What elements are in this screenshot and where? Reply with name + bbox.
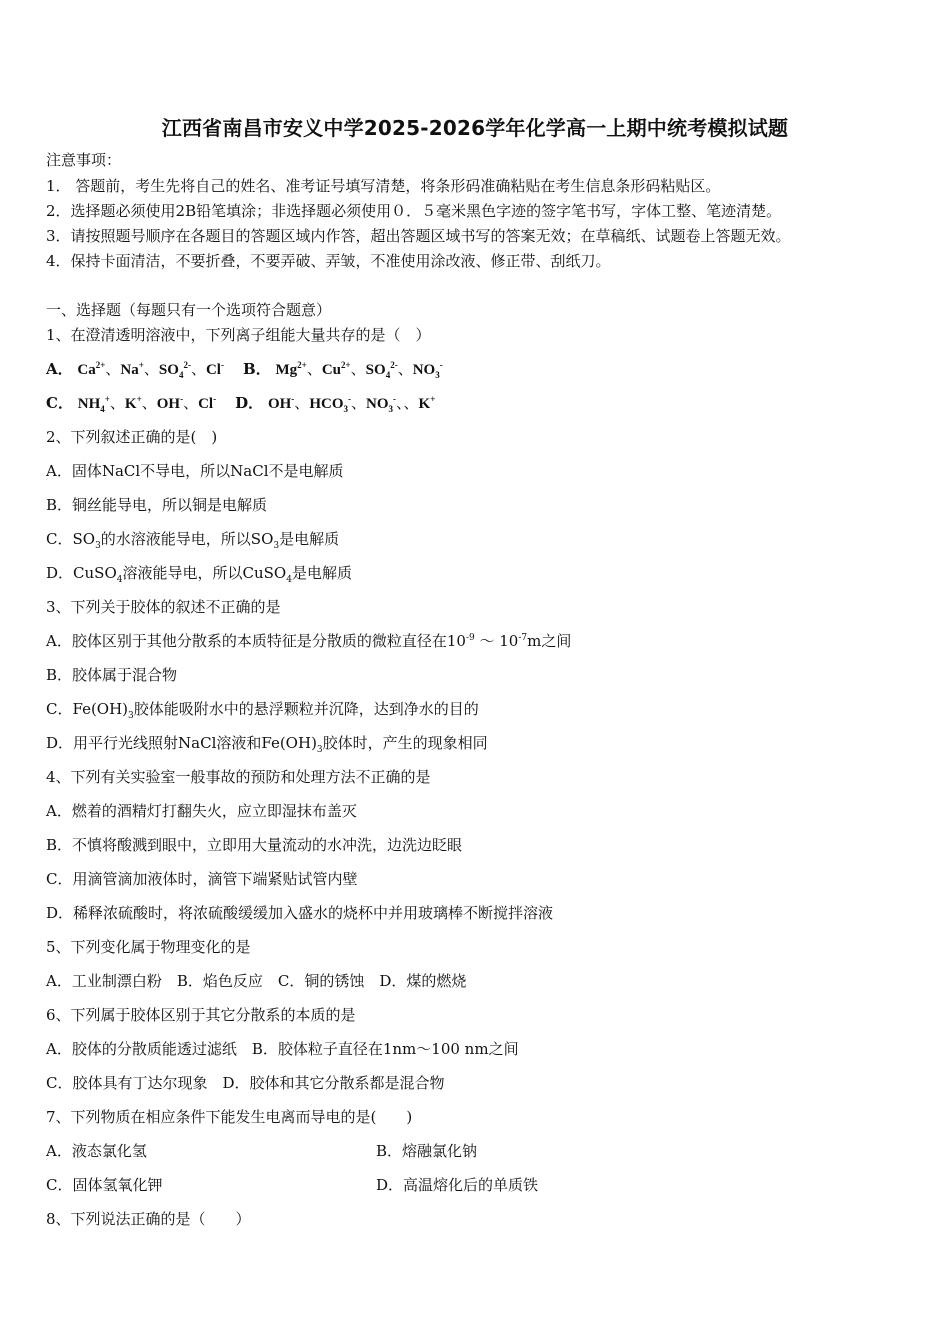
notice-item-1: 1． 答题前，考生先将自己的姓名、准考证号填写清楚，将条形码准确粘贴在考生信息条形码粘贴区。 <box>46 177 721 195</box>
ion: $NO_3^-$ <box>412 360 443 380</box>
option-label: B． <box>243 360 271 378</box>
notice-item-4: 4．保持卡面清洁，不要折叠，不要弄破、弄皱，不准使用涂改液、修正带、刮纸刀。 <box>46 252 611 270</box>
ion: Cl- <box>198 394 217 412</box>
question-1-stem: 1、在澄清透明溶液中，下列离子组能大量共存的是（ ） <box>46 326 431 344</box>
question-7-option-b: B．熔融氯化钠 <box>376 1142 478 1160</box>
notice-item-3: 3．请按照题号顺序在各题目的答题区域内作答，超出答题区域书写的答案无效；在草稿纸、试题卷上答题无效。 <box>46 227 791 245</box>
question-7-option-c: C．固体氢氧化钾 <box>46 1176 163 1194</box>
question-2-option-b: B．铜丝能导电，所以铜是电解质 <box>46 496 268 514</box>
ion: $SO_4^{2-}$ <box>158 360 191 380</box>
question-5-options: A．工业制漂白粉 B．焰色反应 C．铜的锈蚀 D．煤的燃烧 <box>46 972 467 990</box>
option-label: A． <box>46 360 73 378</box>
question-6-options-ab: A．胶体的分散质能透过滤纸 B．胶体粒子直径在1nm～100 nm之间 <box>46 1040 519 1058</box>
ion: $Mg^{2+}$ <box>275 360 307 378</box>
ion: K+ <box>124 394 142 412</box>
question-7-stem: 7、下列物质在相应条件下能发生电离而导电的是( ) <box>46 1108 413 1126</box>
question-3-option-a: A．胶体区别于其他分散系的本质特征是分散质的微粒直径在$10^{-9}$ ～ $10^{-7}m$之间 <box>46 632 572 650</box>
option-label: C． <box>46 394 73 412</box>
question-3-option-c: C．$Fe(OH)_3$胶体能吸附水中的悬浮颗粒并沉降，达到净水的目的 <box>46 700 479 721</box>
ion: $Ca^{2+}$ <box>77 360 106 378</box>
question-2-option-d: D．CuSO$_4$溶液能导电，所以CuSO$_4$是电解质 <box>46 564 352 585</box>
question-3-option-b: B．胶体属于混合物 <box>46 666 178 684</box>
ion: Na+ <box>120 360 144 378</box>
ion: $NO_3^-$ <box>366 394 396 414</box>
question-8-stem: 8、下列说法正确的是（ ） <box>46 1210 251 1228</box>
question-2-option-c: C．$SO_3$的水溶液能导电，所以$SO_3$是电解质 <box>46 530 340 551</box>
ion: Cl- <box>205 360 224 378</box>
ion: $Cu^{2+}$ <box>321 360 351 378</box>
question-7-option-a: A．液态氯化氢 <box>46 1142 147 1160</box>
notice-item-2: 2．选择题必须使用2B铅笔填涂；非选择题必须使用０．５毫米黑色字迹的签字笔书写，字体工整、笔迹清楚。 <box>46 202 782 220</box>
question-1-options-ab: A． $Ca^{2+}$、Na+、$SO_4^{2-}$、Cl- B． $Mg^{2+}$、$Cu^{2+}$、$SO_4^{2-}$、$NO_3^-$ <box>46 360 443 380</box>
ion: $NH_4^+$ <box>77 394 110 414</box>
section-heading: 一、选择题（每题只有一个选项符合题意） <box>46 301 332 319</box>
question-4-option-d: D．稀释浓硫酸时，将浓硫酸缓缓加入盛水的烧杯中并用玻璃棒不断搅拌溶液 <box>46 904 554 922</box>
question-2-stem: 2、下列叙述正确的是( ) <box>46 428 218 446</box>
ion: OH- <box>156 394 184 412</box>
notice-heading: 注意事项： <box>46 151 122 169</box>
question-4-option-a: A．燃着的酒精灯打翻失火，应立即湿抹布盖灭 <box>46 802 357 820</box>
question-3-stem: 3、下列关于胶体的叙述不正确的是 <box>46 598 281 616</box>
ion: $SO_4^{2-}$ <box>365 360 398 380</box>
page-title: 江西省南昌市安义中学2025-2026学年化学高一上期中统考模拟试题 <box>161 116 789 140</box>
question-6-options-cd: C．胶体具有丁达尔现象 D．胶体和其它分散系都是混合物 <box>46 1074 445 1092</box>
ion: OH- <box>267 394 295 412</box>
question-2-option-a: A．固体NaCl不导电，所以NaCl不是电解质 <box>46 462 344 480</box>
question-1-options-cd: C． $NH_4^+$、K+、OH-、Cl- D． OH-、$HCO_3^-$、$NO_3^-$、、K+ <box>46 394 436 414</box>
question-4-option-b: B．不慎将酸溅到眼中，立即用大量流动的水冲洗，边洗边眨眼 <box>46 836 463 854</box>
question-4-stem: 4、下列有关实验室一般事故的预防和处理方法不正确的是 <box>46 768 431 786</box>
ion: $HCO_3^-$ <box>309 394 351 414</box>
question-7-option-d: D．高温熔化后的单质铁 <box>376 1176 539 1194</box>
ion: K+ <box>418 394 436 412</box>
option-label: D． <box>235 394 264 412</box>
question-4-option-c: C．用滴管滴加液体时，滴管下端紧贴试管内壁 <box>46 870 358 888</box>
question-5-stem: 5、下列变化属于物理变化的是 <box>46 938 251 956</box>
question-6-stem: 6、下列属于胶体区别于其它分散系的本质的是 <box>46 1006 356 1024</box>
question-3-option-d: D．用平行光线照射NaCl溶液和$Fe(OH)_3$胶体时，产生的现象相同 <box>46 734 488 755</box>
